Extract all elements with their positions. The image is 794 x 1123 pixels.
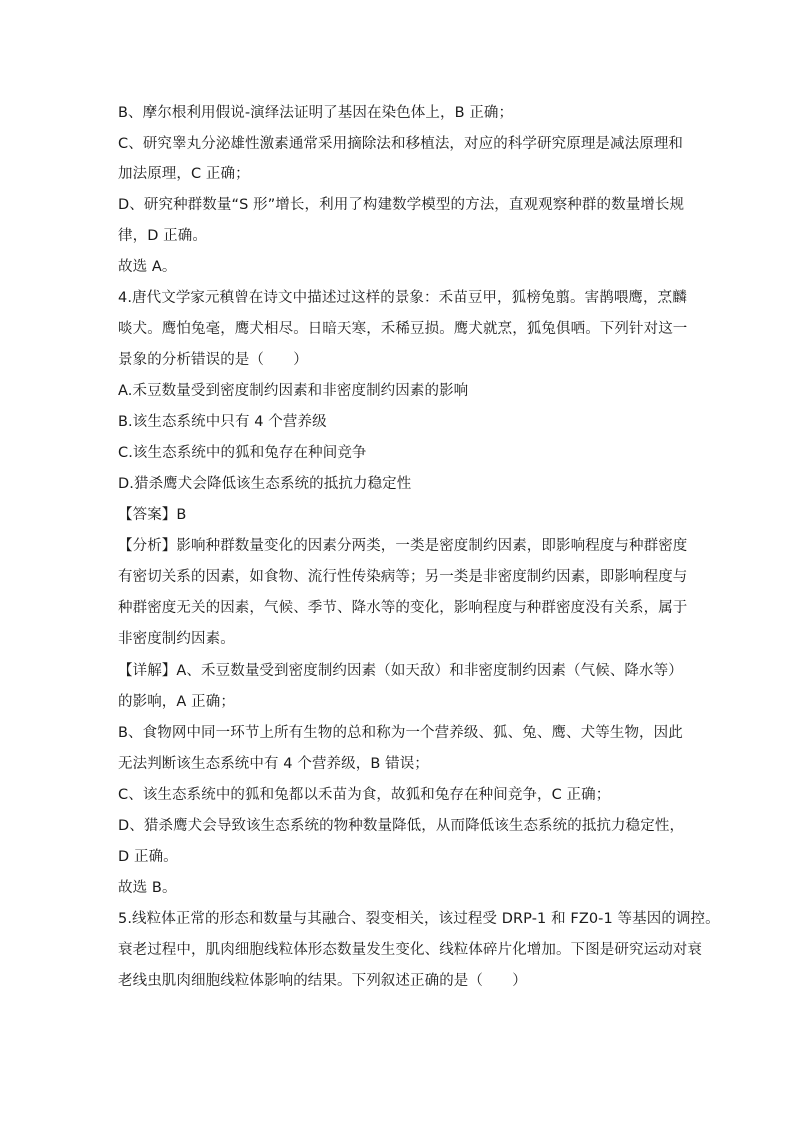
text-line: 故选 A。 xyxy=(118,259,177,275)
question-5-stem: 衰老过程中，肌肉细胞线粒体形态数量发生变化、线粒体碎片化增加。下图是研究运动对衰 xyxy=(118,942,702,958)
question-4-stem: 景象的分析错误的是（ ） xyxy=(118,352,308,368)
explanation-text: D 正确。 xyxy=(118,849,178,865)
explanation-text: 无法判断该生态系统中有 4 个营养级，B 错误； xyxy=(118,756,429,772)
text-line: B、摩尔根利用假说-演绎法证明了基因在染色体上，B 正确； xyxy=(118,105,514,121)
analysis-text: 非密度制约因素。 xyxy=(118,631,235,647)
option-d: D.猎杀鹰犬会降低该生态系统的抵抗力稳定性 xyxy=(118,476,412,492)
option-c: C.该生态系统中的狐和兔存在种间竞争 xyxy=(118,445,367,461)
question-5-stem: 5.线粒体正常的形态和数量与其融合、裂变相关，该过程受 DRP-1 和 FZ0-1 等基因的调控。 xyxy=(118,911,720,927)
text-line: C、研究睾丸分泌雄性激素通常采用摘除法和移植法，对应的科学研究原理是减法原理和 xyxy=(118,136,684,152)
option-a: A.禾豆数量受到密度制约因素和非密度制约因素的影响 xyxy=(118,383,469,399)
question-5-stem: 老线虫肌肉细胞线粒体影响的结果。下列叙述正确的是（ ） xyxy=(118,973,527,989)
explanation-text: 的影响，A 正确； xyxy=(118,694,235,710)
explanation-text: C、该生态系统中的狐和兔都以禾苗为食，故狐和兔存在种间竞争，C 正确； xyxy=(118,787,611,803)
analysis-text: 种群密度无关的因素，气候、季节、降水等的变化，影响程度与种群密度没有关系，属于 xyxy=(118,600,688,616)
text-line: D、研究种群数量“S 形”增长，利用了构建数学模型的方法，直观观察种群的数量增长规 xyxy=(118,197,685,213)
option-b: B.该生态系统中只有 4 个营养级 xyxy=(118,414,327,430)
question-4-stem: 啖犬。鹰怕兔毫，鹰犬相尽。日暗天寒，禾稀豆损。鹰犬就烹，狐兔俱哂。下列针对这一 xyxy=(118,321,688,337)
answer-label: 【答案】B xyxy=(118,507,187,523)
analysis-text: 有密切关系的因素，如食物、流行性传染病等；另一类是非密度制约因素，即影响程度与 xyxy=(118,569,688,585)
text-line: 加法原理，C 正确； xyxy=(118,166,250,182)
text-line: 律，D 正确。 xyxy=(118,228,207,244)
question-4-stem: 4.唐代文学家元稹曾在诗文中描述过这样的景象：禾苗豆甲，狐榜兔翦。害鹊喂鹰，烹麟 xyxy=(118,290,687,306)
analysis-text: 【分析】影响种群数量变化的因素分两类，一类是密度制约因素，即影响程度与种群密度 xyxy=(118,538,688,554)
explanation-text: D、猎杀鹰犬会导致该生态系统的物种数量降低，从而降低该生态系统的抵抗力稳定性， xyxy=(118,818,685,834)
answer-choice: 故选 B。 xyxy=(118,880,177,896)
explanation-text: B、食物网中同一环节上所有生物的总和称为一个营养级、狐、兔、鹰、犬等生物，因此 xyxy=(118,725,683,741)
explanation-text: 【详解】A、禾豆数量受到密度制约因素（如天敌）和非密度制约因素（气候、降水等） xyxy=(118,663,683,679)
